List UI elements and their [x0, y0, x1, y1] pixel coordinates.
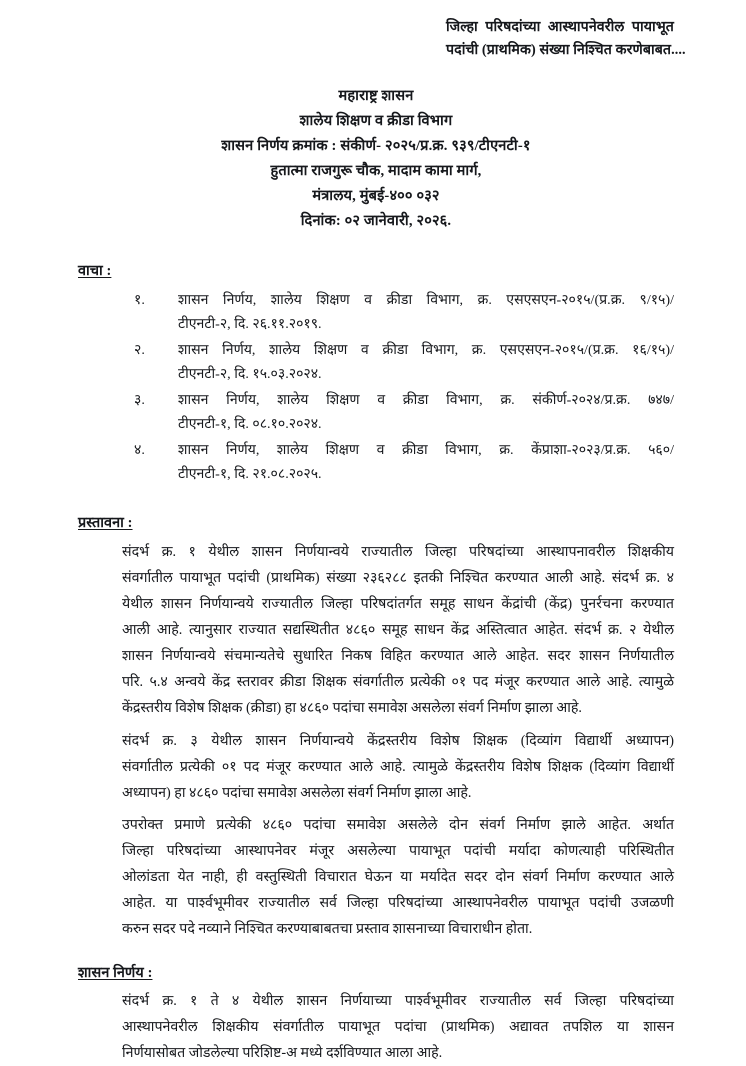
list-item: [78, 338, 674, 387]
preamble-paragraph-1: [78, 539, 674, 722]
reference-body: [178, 288, 674, 337]
paragraph-line: उपरोक्त प्रमाणे प्रत्येकी ४८६० पदांचा समावेश असलेले दोन संवर्ग निर्माण झाले आहेत. अर्थात: [122, 816, 674, 833]
paragraph-line: संदर्भ क्र. १ येथील शासन निर्णयान्वये राज्यातील जिल्हा परिषदांच्या आस्थापनावरील शिक्षकीय: [122, 543, 674, 560]
paragraph-line: जिल्हा परिषदांच्या आस्थापनेवर मंजूर असलेल्या पायाभूत पदांची मर्यादा कोणत्याही परिस्थितीत: [122, 843, 674, 860]
department-name: शालेय शिक्षण व क्रीडा विभाग: [299, 113, 453, 130]
preamble-heading: [78, 513, 674, 532]
reference-number: ४.: [134, 441, 145, 458]
subject-line-1: जिल्हा परिषदांच्या आस्थापनेवरील पायाभूत: [446, 19, 674, 35]
paragraph-line: परि. ५.४ अन्वये केंद्र स्तरावर क्रीडा शिक्षक संवर्गातील प्रत्येकी ०१ पद मंजूर करण्यात आले आहे. त्यामुळे: [122, 674, 674, 691]
decision-paragraph: [78, 988, 674, 1066]
reference-line-1: शासन निर्णय, शालेय शिक्षण व क्रीडा विभाग, क्र. संकीर्ण-२०२४/प्र.क्र. ७४७/: [178, 391, 674, 408]
decision-heading: [78, 963, 674, 982]
reference-number: १.: [134, 291, 145, 308]
reference-line-2: टीएनटी-१, दि. २१.०८.२०२५.: [178, 466, 322, 483]
subject-block: [446, 16, 686, 62]
paragraph-line: संदर्भ क्र. १ ते ४ येथील शासन निर्णयाच्या पार्श्वभूमीवर राज्यातील सर्व जिल्हा परिषदांच्या: [122, 992, 674, 1009]
preamble-heading-text: प्रस्तावना :: [78, 514, 133, 531]
address-line-2: मंत्रालय, मुंबई-४०० ०३२: [312, 188, 440, 205]
list-item: [78, 288, 674, 337]
preamble-paragraph-2: [78, 728, 674, 806]
paragraph-line: संवर्गातील प्रत्येकी ०१ पद मंजूर करण्यात आले आहे. त्यामुळे केंद्रस्तरीय विशेष शिक्षक (दिव्यांग विद्यार्थी: [122, 758, 674, 775]
list-item: [78, 438, 674, 487]
reference-line-2: टीएनटी-२, दि. १५.०३.२०२४.: [178, 366, 322, 383]
paragraph-line: अध्यापन) हा ४८६० पदांचा समावेश असलेला संवर्ग निर्माण झाला आहे.: [122, 784, 472, 801]
preamble-paragraph-3: [78, 812, 674, 943]
list-item: [78, 388, 674, 437]
paragraph-line: आली आहे. त्यानुसार राज्यात सद्यस्थितीत ४८६० समूह साधन केंद्र अस्तित्वात आहेत. संदर्भ क्र. २ येथील: [122, 622, 674, 639]
paragraph-line: संवर्गातील पायाभूत पदांची (प्राथमिक) संख्या २३६२८८ इतकी निश्चित करण्यात आली आहे. संदर्भ क्र. ४: [122, 569, 674, 586]
reference-line-1: शासन निर्णय, शालेय शिक्षण व क्रीडा विभाग, क्र. केंप्राशा-२०२३/प्र.क्र. ५६०/: [178, 441, 674, 458]
references-heading: [78, 261, 674, 280]
paragraph-line: ओलांडता येत नाही, ही वस्तुस्थिती विचारात घेऊन या मर्यादेत सदर दोन संवर्ग निर्माण करण्यात आले: [122, 869, 674, 886]
paragraph-line: शासन निर्णयान्वये संचमान्यतेचे सुधारित निकष विहित करण्यात आले आहेत. सदर शासन निर्णयातील: [122, 648, 674, 665]
references-list: [78, 288, 674, 487]
paragraph-line: आस्थापनेवरील शिक्षकीय संवर्गातील पायाभूत पदांचा (प्राथमिक) अद्यावत तपशिल या शासन: [122, 1018, 674, 1035]
reference-body: [178, 388, 674, 437]
decision-heading-text: शासन निर्णय :: [78, 964, 153, 981]
paragraph-line: करुन सदर पदे नव्याने निश्चित करण्याबाबतचा प्रस्ताव शासनाच्या विचाराधीन होता.: [122, 921, 533, 938]
section-spacer: [78, 943, 674, 959]
reference-line-2: टीएनटी-२, दि. २६.११.२०१९.: [178, 316, 322, 333]
reference-line-1: शासन निर्णय, शालेय शिक्षण व क्रीडा विभाग, क्र. एसएसएन-२०१५/(प्र.क्र. ९/१५)/: [178, 291, 674, 308]
date-line: दिनांक: ०२ जानेवारी, २०२६.: [300, 213, 452, 230]
references-heading-text: वाचा :: [78, 262, 112, 279]
paragraph-line: केंद्रस्तरीय विशेष शिक्षक (क्रीडा) हा ४८६० पदांचा समावेश असलेला संवर्ग निर्माण झाला आहे.: [122, 700, 582, 717]
subject-line-2: पदांची (प्राथमिक) संख्या निश्चित करणेबाबत....: [446, 42, 686, 58]
gr-number: शासन निर्णय क्रमांक : संकीर्ण- २०२५/प्र.क्र. ९३९/टीएनटी-१: [221, 138, 531, 155]
government-name: महाराष्ट्र शासन: [338, 88, 414, 104]
reference-body: [178, 338, 674, 387]
reference-number: ३.: [134, 391, 145, 408]
reference-line-2: टीएनटी-१, दि. ०८.१०.२०२४.: [178, 416, 322, 433]
paragraph-line: येथील शासन निर्णयान्वये राज्यातील जिल्हा परिषदांतर्गत समूह साधन केंद्रांची (केंद्र) पुनर्रचना करण्यात: [122, 595, 674, 612]
reference-body: [178, 438, 674, 487]
address-line-1: हुतात्मा राजगुरू चौक, मादाम कामा मार्ग,: [270, 163, 482, 180]
paragraph-line: आहेत. या पार्श्वभूमीवर राज्यातील सर्व जिल्हा परिषदांच्या आस्थापनेवरील पायाभूत पदांची उजळणी: [122, 895, 674, 912]
document-header: [78, 84, 674, 235]
paragraph-line: निर्णयासोबत जोडलेल्या परिशिष्ट-अ मध्ये दर्शविण्यात आला आहे.: [122, 1044, 443, 1061]
reference-number: २.: [134, 341, 145, 358]
paragraph-line: संदर्भ क्र. ३ येथील शासन निर्णयान्वये केंद्रस्तरीय विशेष शिक्षक (दिव्यांग विद्यार्थी अध्यापन): [122, 732, 674, 749]
reference-line-1: शासन निर्णय, शालेय शिक्षण व क्रीडा विभाग, क्र. एसएसएन-२०१५/(प्र.क्र. १६/१५)/: [178, 341, 674, 358]
